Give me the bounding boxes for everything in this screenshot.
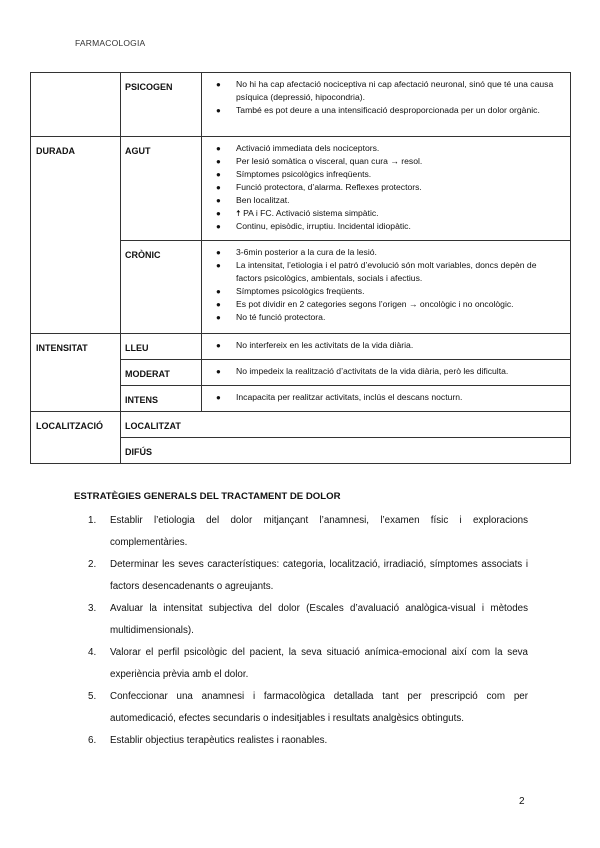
category-cell bbox=[31, 360, 121, 386]
item-text: Valorar el perfil psicològic del pacient, la seva situació anímica-emocional així com la seva experiència prèvia amb el dolor. bbox=[110, 647, 528, 680]
item-text: Confeccionar una anamnesi i farmacològica detallada tant per prescripció com per automedicació, efectes secundaris o indesitjables i resultats analgèsics obtinguts. bbox=[110, 691, 528, 724]
category-cell: INTENSITAT bbox=[31, 334, 121, 360]
list-item bbox=[88, 598, 528, 641]
item-number: 6. bbox=[88, 735, 97, 746]
list-item bbox=[88, 686, 528, 729]
list-item: ● 3-6min posterior a la cura de la lesió. bbox=[216, 246, 562, 259]
list-item: ● També es pot deure a una intensificació desproporcionada per un dolor orgànic. bbox=[216, 104, 562, 117]
list-item: ● Funció protectora, d’alarma. Reflexes protectors. bbox=[216, 181, 562, 194]
list-item: ● No té funció protectora. bbox=[216, 311, 562, 324]
subcategory-cell: AGUT bbox=[121, 137, 202, 241]
description-cell bbox=[202, 386, 571, 412]
section-title: ESTRATÈGIES GENERALS DEL TRACTAMENT DE DOLOR bbox=[74, 491, 341, 502]
item-number: 3. bbox=[88, 603, 97, 614]
list-item: ● No hi ha cap afectació nociceptiva ni cap afectació neuronal, sinó que té una causa psíquica (depressió, hipocondria). bbox=[216, 78, 562, 104]
item-text: Avaluar la intensitat subjectiva del dolor (Escales d’avaluació analògica-visual i mètodes multidimensionals). bbox=[110, 603, 528, 636]
page-header: FARMACOLOGIA bbox=[75, 38, 146, 48]
item-text: Determinar les seves característiques: categoria, localització, irradiació, símptomes associats i factors desencadenants o agreujants. bbox=[110, 559, 528, 592]
subcategory-cell: LLEU bbox=[121, 334, 202, 360]
category-cell bbox=[31, 73, 121, 137]
table-row bbox=[31, 73, 571, 137]
list-item: ● Símptomes psicològics infreqüents. bbox=[216, 168, 562, 181]
subcategory-cell: PSICOGEN bbox=[121, 73, 202, 137]
table-row bbox=[31, 360, 571, 386]
list-item: ● Incapacita per realitzar activitats, inclús el descans nocturn. bbox=[216, 391, 562, 404]
category-cell: LOCALITZACIÓ bbox=[31, 412, 121, 438]
table-row bbox=[31, 438, 571, 464]
category-cell bbox=[31, 241, 121, 334]
subcategory-cell: LOCALITZAT bbox=[121, 412, 202, 438]
item-number: 4. bbox=[88, 647, 97, 658]
description-cell bbox=[202, 137, 571, 241]
list-item bbox=[88, 730, 528, 752]
list-item: ● Activació immediata dels nociceptors. bbox=[216, 142, 562, 155]
list-item: ● Es pot dividir en 2 categories segons l’origen → oncològic i no oncològic. bbox=[216, 298, 562, 311]
list-item: ● No interfereix en les activitats de la vida diària. bbox=[216, 339, 562, 352]
description-cell bbox=[202, 412, 571, 438]
list-item: ● Ben localitzat. bbox=[216, 194, 562, 207]
list-item bbox=[88, 642, 528, 685]
strategies-list bbox=[88, 510, 528, 753]
subcategory-cell: MODERAT bbox=[121, 360, 202, 386]
category-cell bbox=[31, 386, 121, 412]
item-text: Establir l’etiologia del dolor mitjançant l’anamnesi, l’examen físic i exploracions complementàries. bbox=[110, 515, 528, 548]
list-item: ● 🠅 PA i FC. Activació sistema simpàtic. bbox=[216, 207, 562, 220]
description-cell bbox=[202, 241, 571, 334]
table-row bbox=[31, 137, 571, 241]
subcategory-cell: CRÒNIC bbox=[121, 241, 202, 334]
description-cell bbox=[202, 334, 571, 360]
subcategory-cell: INTENS bbox=[121, 386, 202, 412]
item-text: Establir objectius terapèutics realistes i raonables. bbox=[110, 735, 328, 746]
description-cell bbox=[202, 73, 571, 137]
classification-table bbox=[30, 72, 571, 464]
list-item: ● Continu, episòdic, irruptiu. Incidental idiopàtic. bbox=[216, 220, 562, 233]
list-item: ● Per lesió somàtica o visceral, quan cura → resol. bbox=[216, 155, 562, 168]
item-number: 2. bbox=[88, 559, 97, 570]
category-cell bbox=[31, 438, 121, 464]
list-item: ● Símptomes psicològics freqüents. bbox=[216, 285, 562, 298]
table-row bbox=[31, 412, 571, 438]
description-cell bbox=[202, 360, 571, 386]
page-number: 2 bbox=[519, 796, 525, 807]
list-item: ● La intensitat, l’etiologia i el patró d’evolució són molt variables, doncs depèn de factors psicològics, ambientals, socials i afectius. bbox=[216, 259, 562, 285]
category-cell: DURADA bbox=[31, 137, 121, 241]
list-item bbox=[88, 510, 528, 553]
table-row bbox=[31, 241, 571, 334]
item-number: 5. bbox=[88, 691, 97, 702]
subcategory-cell: DIFÚS bbox=[121, 438, 202, 464]
item-number: 1. bbox=[88, 515, 97, 526]
table-row bbox=[31, 386, 571, 412]
table-row bbox=[31, 334, 571, 360]
list-item bbox=[88, 554, 528, 597]
list-item: ● No impedeix la realització d’activitats de la vida diària, però les dificulta. bbox=[216, 365, 562, 378]
description-cell bbox=[202, 438, 571, 464]
